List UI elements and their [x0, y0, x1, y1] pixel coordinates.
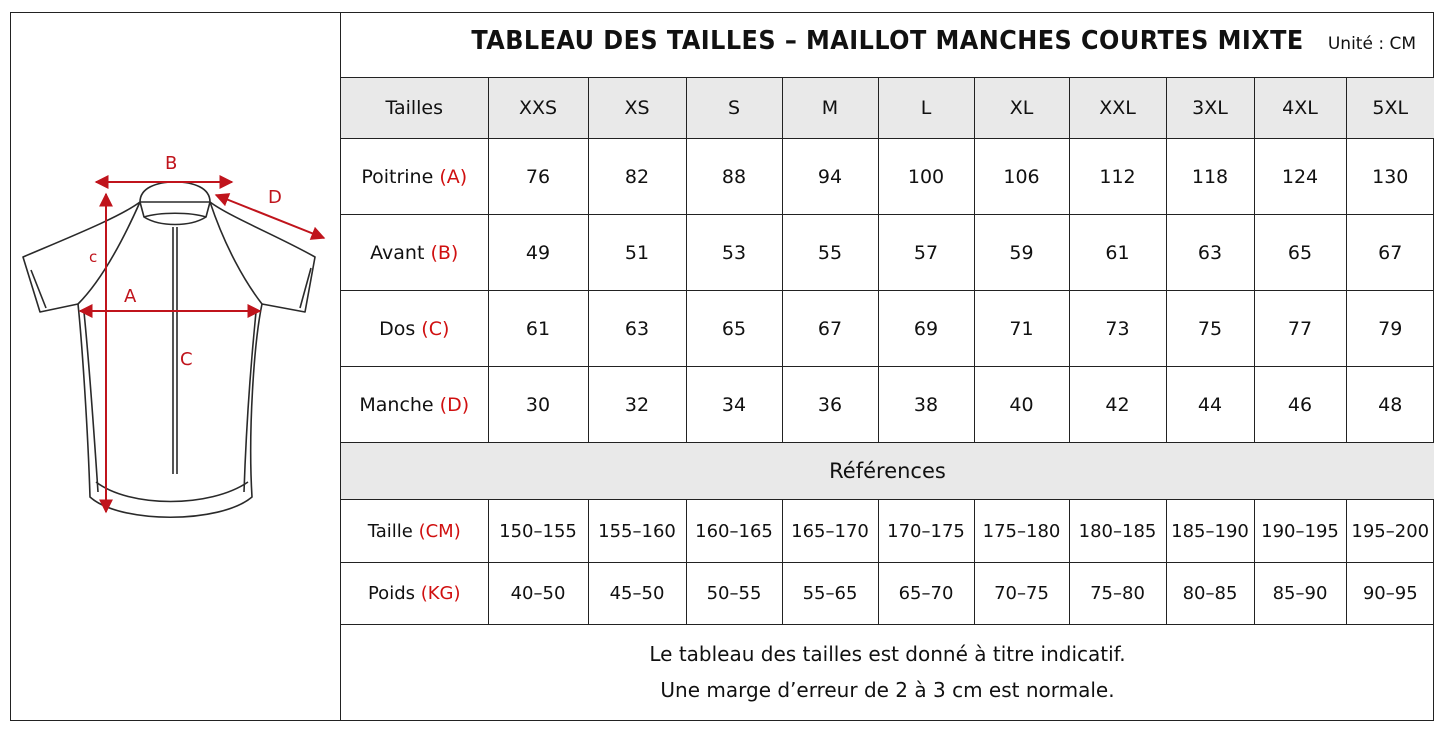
size-header-cell: XL [974, 78, 1069, 139]
measurement-value: 57 [878, 215, 974, 291]
reference-value: 150–155 [488, 500, 588, 563]
disclaimer-note [341, 622, 1434, 721]
measurement-row [341, 367, 1434, 443]
measurement-value: 100 [878, 139, 974, 215]
measurement-value: 34 [686, 367, 782, 443]
label-c: C [180, 349, 193, 370]
references-title: Références [341, 443, 1434, 500]
measurement-value: 130 [1346, 139, 1434, 215]
row-label-text: Manche [359, 393, 434, 416]
reference-value: 165–170 [782, 500, 878, 563]
reference-value: 80–85 [1166, 563, 1254, 625]
reference-value: 85–90 [1254, 563, 1346, 625]
size-table [341, 78, 1434, 625]
size-header-cell: 3XL [1166, 78, 1254, 139]
label-c-small: c [89, 248, 98, 266]
size-header-cell: M [782, 78, 878, 139]
measurement-value: 44 [1166, 367, 1254, 443]
measurement-value: 59 [974, 215, 1069, 291]
measurement-value: 32 [588, 367, 686, 443]
measurement-label [341, 139, 488, 215]
reference-value: 50–55 [686, 563, 782, 625]
row-label-text: Poids [367, 583, 415, 604]
reference-value: 70–75 [974, 563, 1069, 625]
measurement-value: 88 [686, 139, 782, 215]
note-line-1: Le tableau des tailles est donné à titre indicatif. [649, 642, 1126, 666]
reference-label [341, 563, 488, 625]
measurement-value: 30 [488, 367, 588, 443]
reference-row [341, 563, 1434, 625]
header-label: Tailles [341, 78, 488, 139]
size-header-cell: XXL [1069, 78, 1166, 139]
label-a: A [124, 286, 137, 307]
reference-value: 185–190 [1166, 500, 1254, 563]
measurement-value: 124 [1254, 139, 1346, 215]
measurement-value: 79 [1346, 291, 1434, 367]
size-header-cell: 5XL [1346, 78, 1434, 139]
measurement-value: 48 [1346, 367, 1434, 443]
measurement-value: 77 [1254, 291, 1346, 367]
measurement-value: 94 [782, 139, 878, 215]
measurement-value: 61 [1069, 215, 1166, 291]
row-label-text: Poitrine [361, 165, 434, 188]
jersey-diagram [10, 12, 341, 721]
measurement-value: 51 [588, 215, 686, 291]
measurement-label [341, 291, 488, 367]
measurement-value: 65 [1254, 215, 1346, 291]
size-header-cell: XS [588, 78, 686, 139]
measurement-value: 106 [974, 139, 1069, 215]
label-d: D [268, 187, 282, 208]
measurement-value: 71 [974, 291, 1069, 367]
measurement-value: 75 [1166, 291, 1254, 367]
measurement-value: 38 [878, 367, 974, 443]
reference-value: 195–200 [1346, 500, 1434, 563]
measurement-value: 61 [488, 291, 588, 367]
row-label-code: (C) [421, 317, 450, 340]
measurement-value: 112 [1069, 139, 1166, 215]
measure-arrows [80, 182, 324, 512]
measurement-value: 67 [1346, 215, 1434, 291]
measurement-value: 46 [1254, 367, 1346, 443]
row-label-code: (D) [439, 393, 470, 416]
measurement-label [341, 367, 488, 443]
reference-label [341, 500, 488, 563]
size-header-cell: 4XL [1254, 78, 1346, 139]
jersey-outline [23, 182, 315, 517]
reference-value: 160–165 [686, 500, 782, 563]
row-label-code: (B) [430, 241, 459, 264]
note-line-2: Une marge d’erreur de 2 à 3 cm est normale. [660, 678, 1115, 702]
reference-value: 190–195 [1254, 500, 1346, 563]
reference-value: 40–50 [488, 563, 588, 625]
measurement-value: 65 [686, 291, 782, 367]
size-header-cell: L [878, 78, 974, 139]
row-label-code: (KG) [420, 583, 461, 604]
reference-value: 55–65 [782, 563, 878, 625]
measurement-value: 82 [588, 139, 686, 215]
measurement-label [341, 215, 488, 291]
size-header-row [341, 78, 1434, 139]
size-header-cell: XXS [488, 78, 588, 139]
title-bar [341, 12, 1434, 78]
measurement-value: 67 [782, 291, 878, 367]
size-header-cell: S [686, 78, 782, 139]
measurement-value: 40 [974, 367, 1069, 443]
reference-value: 180–185 [1069, 500, 1166, 563]
row-label-code: (CM) [418, 520, 461, 542]
measurement-value: 63 [588, 291, 686, 367]
measurement-value: 42 [1069, 367, 1166, 443]
reference-value: 45–50 [588, 563, 686, 625]
measurement-value: 55 [782, 215, 878, 291]
measurement-value: 49 [488, 215, 588, 291]
measurement-value: 118 [1166, 139, 1254, 215]
measurement-value: 69 [878, 291, 974, 367]
reference-value: 175–180 [974, 500, 1069, 563]
measurement-value: 53 [686, 215, 782, 291]
measurement-value: 73 [1069, 291, 1166, 367]
reference-value: 155–160 [588, 500, 686, 563]
row-label-text: Avant [370, 241, 425, 264]
measurement-row [341, 215, 1434, 291]
measurement-row [341, 291, 1434, 367]
measurement-row [341, 139, 1434, 215]
reference-value: 75–80 [1069, 563, 1166, 625]
reference-value: 90–95 [1346, 563, 1434, 625]
reference-value: 170–175 [878, 500, 974, 563]
row-label-code: (A) [439, 165, 468, 188]
row-label-text: Taille [367, 520, 413, 542]
measurement-value: 63 [1166, 215, 1254, 291]
measurement-value: 36 [782, 367, 878, 443]
row-label-text: Dos [379, 317, 416, 340]
measurement-value: 76 [488, 139, 588, 215]
references-header-row [341, 443, 1434, 500]
reference-value: 65–70 [878, 563, 974, 625]
unit-label: Unité : CM [1327, 34, 1416, 54]
page-title: TABLEAU DES TAILLES – MAILLOT MANCHES COURTES MIXTE [471, 26, 1304, 56]
label-b: B [165, 153, 178, 174]
reference-row [341, 500, 1434, 563]
jersey-diagram-panel [10, 12, 341, 721]
